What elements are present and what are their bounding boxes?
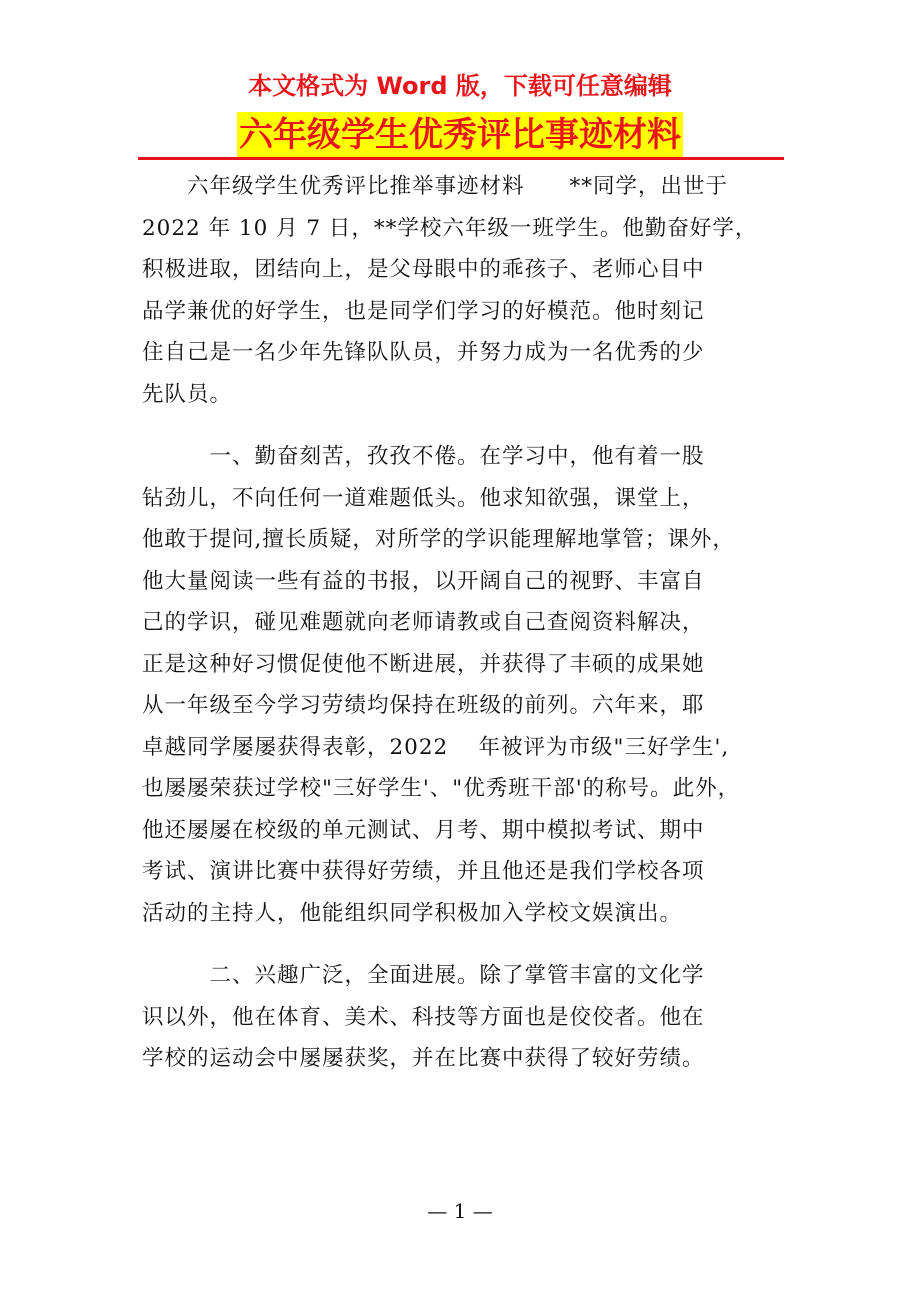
text-line: 学校的运动会中屡屡获奖，并在比赛中获得了较好劳绩。	[142, 1046, 705, 1071]
text-line: 考试、演讲比赛中获得好劳绩，并且他还是我们学校各项	[142, 859, 705, 884]
text-line: 也屡屡荣获过学校"三好学生'、"优秀班干部'的称号。此外，	[142, 776, 741, 801]
text-line: 活动的主持人，他能组织同学积极加入学校文娱演出。	[142, 900, 683, 926]
page-number: — 1 —	[427, 1199, 493, 1223]
paragraph-gap	[142, 934, 782, 955]
document-title: 六年级学生优秀评比事迹材料	[237, 112, 683, 158]
text-line: 品学兼优的好学生，也是同学们学习的好模范。他时刻记	[142, 298, 705, 324]
paragraph	[142, 955, 782, 1080]
text-line: 识以外，他在体育、美术、科技等方面也是佼佼者。他在	[142, 1004, 705, 1030]
text-line: 住自己是一名少年先锋队队员，并努力成为一名优秀的少	[142, 340, 705, 365]
text-line: 六年级学生优秀评比推举事迹材料 **同学，出世于	[142, 174, 729, 199]
title-container	[0, 112, 920, 158]
format-notice: 本文格式为 Word 版，下载可任意编辑	[248, 72, 672, 100]
paragraph-gap	[142, 415, 782, 436]
text-line: 二、兴趣广泛，全面进展。除了掌管丰富的文化学	[142, 963, 705, 988]
text-line: 他大量阅读一些有益的书报，以开阔自己的视野、丰富自	[142, 568, 705, 594]
paragraph	[142, 166, 782, 415]
text-line: 卓越同学屡屡获得表彰，2022 年被评为市级"三好学生',	[142, 734, 730, 760]
text-line: 2022 年 10 月 7 日，**学校六年级一班学生。他勤奋好学，	[142, 215, 758, 241]
text-line: 钻劲儿，不向任何一道难题低头。他求知欲强，课堂上，	[142, 485, 705, 511]
text-line: 从一年级至今学习劳绩均保持在班级的前列。六年来，耶	[142, 693, 705, 718]
text-line: 他还屡屡在校级的单元测试、月考、期中模拟考试、期中	[142, 817, 705, 843]
text-line: 他敢于提问,擅长质疑，对所学的学识能理解地掌管；课外，	[142, 527, 735, 552]
text-line: 积极进取，团结向上，是父母眼中的乖孩子、老师心目中	[142, 257, 705, 282]
text-line: 一、勤奋刻苦，孜孜不倦。在学习中，他有着一股	[142, 444, 705, 469]
text-line: 正是这种好习惯促使他不断进展，并获得了丰硕的成果她	[142, 651, 705, 677]
title-divider	[138, 157, 784, 160]
document-body	[142, 166, 782, 1080]
text-line: 先队员。	[142, 381, 233, 407]
text-line: 己的学识，碰见难题就向老师请教或自己查阅资料解决，	[142, 610, 705, 635]
paragraph	[142, 436, 782, 934]
